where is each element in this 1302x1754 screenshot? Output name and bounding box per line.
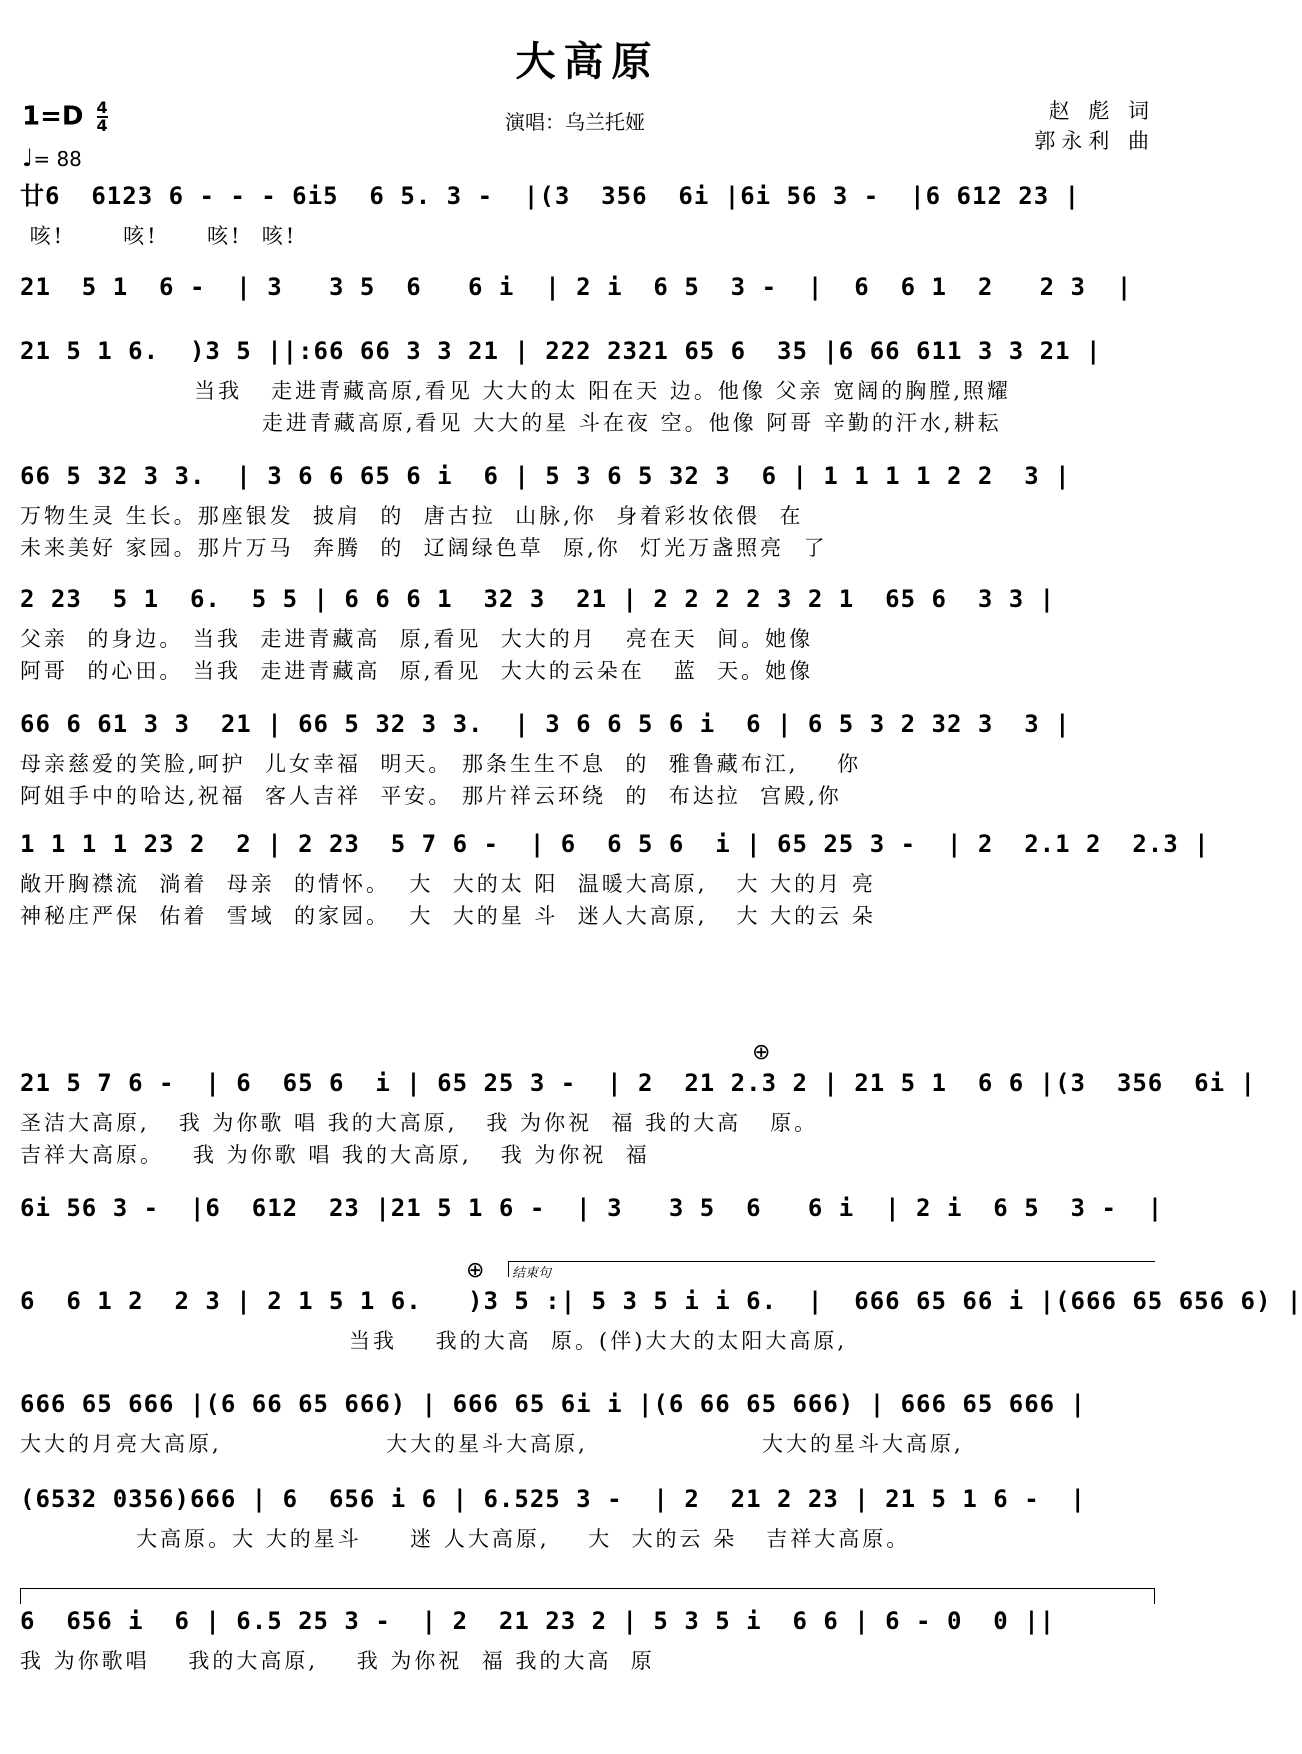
lyric-line-1: 敞开胸襟流 淌着 母亲 的情怀。 大 大的太 阳 温暖大高原, 大 大的月 亮 bbox=[20, 872, 876, 896]
notation-line: 廿6 6123 6 - - - 6i5 6 5. 3 - |(3 356 6i |6i 56 3 - |6 612 23 | bbox=[20, 182, 1081, 210]
time-signature bbox=[97, 100, 108, 134]
quarter-note-icon: ♩ bbox=[22, 144, 34, 172]
lyric-line-2: 神秘庄严保 佑着 雪域 的家园。 大 大的星 斗 迷人大高原, 大 大的云 朵 bbox=[20, 904, 876, 928]
lyric-line-1: 父亲 的身边。 当我 走进青藏高 原,看见 大大的月 亮在天 间。她像 bbox=[20, 627, 814, 651]
coda-sign-icon: ⊕ bbox=[752, 1040, 771, 1065]
lyric-line-2: 吉祥大高原。 我 为你歌 唱 我的大高原, 我 为你祝 福 bbox=[20, 1143, 650, 1167]
notation-line: 21 5 1 6 - | 3 3 5 6 6 i | 2 i 6 5 3 - | 6 6 1 2 2 3 | bbox=[20, 273, 1133, 301]
notation-line: 21 5 1 6. )3 5 ||:66 66 3 3 21 | 222 2321 65 6 35 |6 66 611 3 3 21 | bbox=[20, 337, 1102, 365]
lyric-line-1: 圣洁大高原, 我 为你歌 唱 我的大高原, 我 为你祝 福 我的大高 原。 bbox=[20, 1111, 819, 1135]
song-title: 大高原 bbox=[515, 38, 660, 85]
lyricist-credit: 赵 彪 词 bbox=[1048, 99, 1155, 123]
notation-line: 6i 56 3 - |6 612 23 |21 5 1 6 - | 3 3 5 6 6 i | 2 i 6 5 3 - | bbox=[20, 1194, 1164, 1222]
ending-bracket bbox=[508, 1261, 1155, 1262]
notation-line: 2 23 5 1 6. 5 5 | 6 6 6 1 32 3 21 | 2 2 2 2 3 2 1 65 6 3 3 | bbox=[20, 585, 1056, 613]
notation-line: (6532 0356)666 | 6 656 i 6 | 6.525 3 - | 2 21 2 23 | 21 5 1 6 - | bbox=[20, 1485, 1086, 1513]
notation-line: 66 6 61 3 3 21 | 66 5 32 3 3. | 3 6 6 5 6 i 6 | 6 5 3 2 32 3 3 | bbox=[20, 710, 1071, 738]
notation-line: 21 5 7 6 - | 6 65 6 i | 65 25 3 - | 2 21 2.3 2 | 21 5 1 6 6 |(3 356 6i | bbox=[20, 1069, 1256, 1097]
lyric-line-1: 当我 走进青藏高原,看见 大大的太 阳在天 边。他像 父亲 宽阔的胸膛,照耀 bbox=[20, 379, 1011, 403]
key-label: 1=D bbox=[22, 101, 84, 132]
lyric-line-1: 我 为你歌唱 我的大高原, 我 为你祝 福 我的大高 原 bbox=[20, 1649, 655, 1673]
lyric-line-1: 当我 我的大高 原。(伴)大大的太阳大高原, bbox=[20, 1329, 848, 1353]
time-bottom: 4 bbox=[96, 116, 108, 135]
lyric-line-1: 大高原。大 大的星斗 迷 人大高原, 大 大的云 朵 吉祥大高原。 bbox=[20, 1527, 911, 1551]
lyric-line-2: 阿哥 的心田。 当我 走进青藏高 原,看见 大大的云朵在 蓝 天。她像 bbox=[20, 659, 814, 683]
lyric-line-1: 大大的月亮大高原, 大大的星斗大高原, 大大的星斗大高原, bbox=[20, 1432, 964, 1456]
tempo-value: = 88 bbox=[33, 147, 82, 171]
lyric-line-2: 走进青藏高原,看见 大大的星 斗在夜 空。他像 阿哥 辛勤的汗水,耕耘 bbox=[20, 411, 1002, 435]
composer-credit: 郭永利 曲 bbox=[1034, 129, 1155, 153]
key-signature bbox=[22, 100, 108, 134]
notation-line: 6 6 1 2 2 3 | 2 1 5 1 6. )3 5 :| 5 3 5 i i 6. | 666 65 66 i |(666 65 656 6) | bbox=[20, 1287, 1302, 1315]
time-top: 4 bbox=[96, 98, 108, 117]
notation-line: 66 5 32 3 3. | 3 6 6 65 6 i 6 | 5 3 6 5 32 3 6 | 1 1 1 1 2 2 3 | bbox=[20, 462, 1071, 490]
final-ending-bracket bbox=[20, 1588, 1155, 1589]
coda-sign-icon: ⊕ bbox=[466, 1258, 485, 1283]
ending-bracket-tick bbox=[508, 1261, 509, 1277]
lyric-line-2: 未来美好 家园。那片万马 奔腾 的 辽阔绿色草 原,你 灯光万盏照亮 了 bbox=[20, 536, 828, 560]
notation-line: 6 656 i 6 | 6.5 25 3 - | 2 21 23 2 | 5 3 5 i 6 6 | 6 - 0 0 || bbox=[20, 1607, 1056, 1635]
lyric-line-1: 万物生灵 生长。那座银发 披肩 的 唐古拉 山脉,你 身着彩妆依偎 在 bbox=[20, 504, 804, 528]
lyric-line-1: 母亲慈爱的笑脸,呵护 儿女幸福 明天。 那条生生不息 的 雅鲁藏布江, 你 bbox=[20, 752, 862, 776]
notation-line: 666 65 666 |(6 66 65 666) | 666 65 6i i |(6 66 65 666) | 666 65 666 | bbox=[20, 1390, 1086, 1418]
lyric-line-1: 咳! 咳! 咳! 咳! bbox=[20, 224, 298, 248]
tempo-marking bbox=[22, 144, 82, 172]
credits bbox=[1034, 96, 1155, 156]
ending-label: 结束句 bbox=[512, 1266, 552, 1281]
singer-credit: 演唱：乌兰托娅 bbox=[505, 110, 645, 134]
notation-line: 1 1 1 1 23 2 2 | 2 23 5 7 6 - | 6 6 5 6 i | 65 25 3 - | 2 2.1 2 2.3 | bbox=[20, 830, 1210, 858]
lyric-line-2: 阿姐手中的哈达,祝福 客人吉祥 平安。 那片祥云环绕 的 布达拉 宫殿,你 bbox=[20, 784, 842, 808]
